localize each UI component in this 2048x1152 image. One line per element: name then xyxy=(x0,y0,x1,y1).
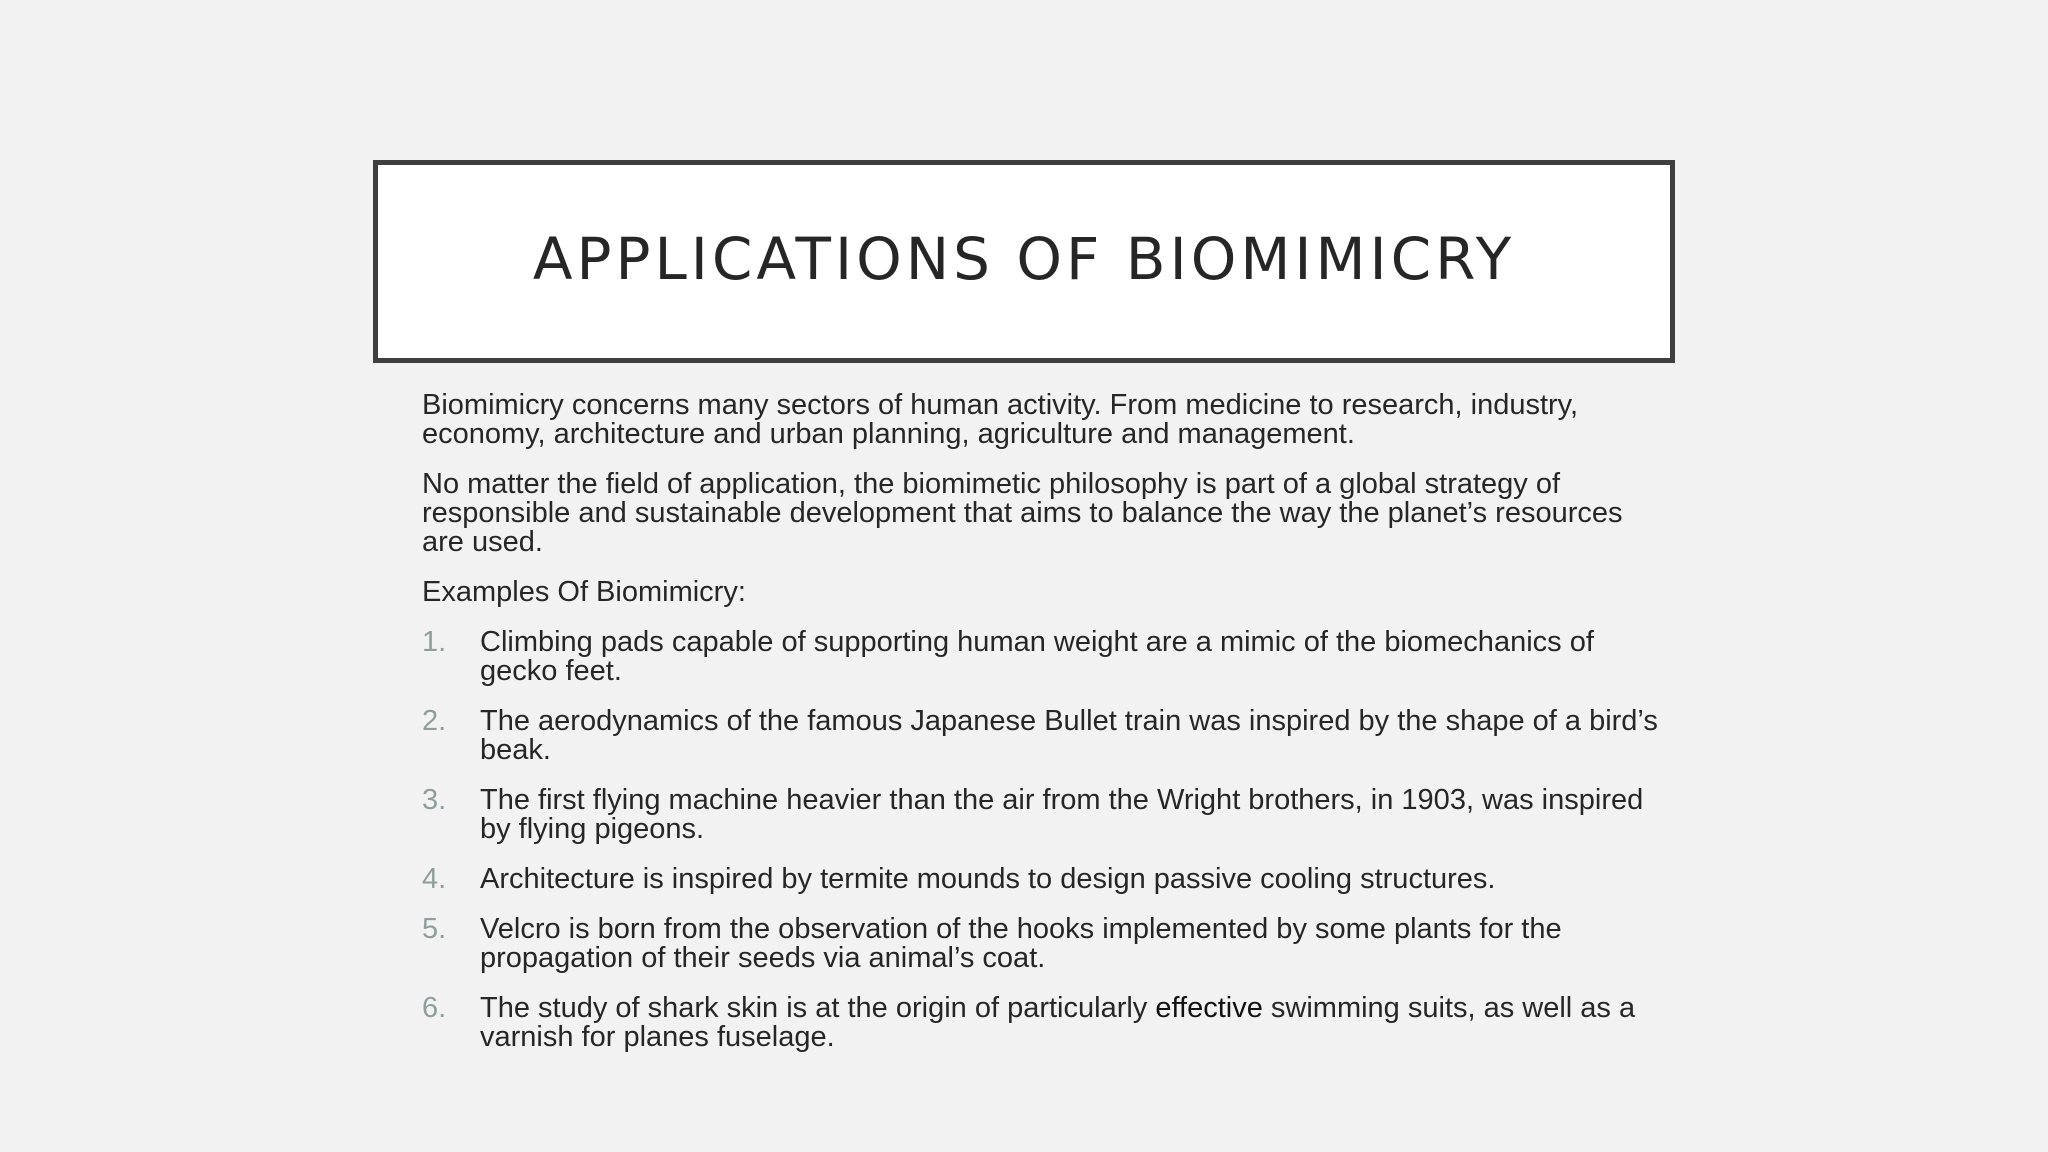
list-item-text-end: swimming suits, as well as a varnish for planes fuselage. xyxy=(480,992,1636,1053)
list-item-text: The aerodynamics of the famous Japanese Bullet train was inspired by the shape of a bird’s beak. xyxy=(480,705,1658,766)
list-item-text: Architecture is inspired by termite mounds to design passive cooling structures. xyxy=(480,863,1496,895)
list-item xyxy=(422,915,1662,973)
list-item xyxy=(422,628,1662,686)
list-item xyxy=(422,786,1662,844)
list-item-number: 3. xyxy=(422,784,447,816)
list-item xyxy=(422,865,1662,894)
slide-title: APPLICATIONS OF BIOMIMICRY xyxy=(532,224,1516,293)
list-item-number: 6. xyxy=(422,992,447,1024)
examples-heading: Examples Of Biomimicry: xyxy=(422,576,746,608)
philosophy-paragraph: No matter the field of application, the biomimetic philosophy is part of a global strategy of responsible and sustainable development that aims to balance the way the planet’s resources are used. xyxy=(422,468,1623,558)
list-item-text: Climbing pads capable of supporting human weight are a mimic of the biomechanics of gecko feet. xyxy=(480,626,1594,687)
list-item-text xyxy=(480,992,1635,1053)
list-item-number: 1. xyxy=(422,626,447,658)
list-item-text: The first flying machine heavier than the air from the Wright brothers, in 1903, was inspired by flying pigeons. xyxy=(480,784,1644,845)
list-item-text: Velcro is born from the observation of the hooks implemented by some plants for the propagation of their seeds via animal’s coat. xyxy=(480,913,1562,974)
intro-paragraph: Biomimicry concerns many sectors of human activity. From medicine to research, industry, economy, architecture and urban planning, agriculture and management. xyxy=(422,389,1579,450)
list-item-number: 5. xyxy=(422,913,447,945)
list-item xyxy=(422,707,1662,765)
examples-list xyxy=(422,628,1662,1052)
list-item-text-start: The study of shark skin is at the origin of particularly xyxy=(480,992,1156,1024)
list-item-number: 4. xyxy=(422,863,447,895)
emphasized-word: effective xyxy=(1155,992,1263,1024)
list-item xyxy=(422,994,1662,1052)
title-box xyxy=(373,160,1675,363)
slide-body xyxy=(422,391,1662,1073)
list-item-number: 2. xyxy=(422,705,447,737)
